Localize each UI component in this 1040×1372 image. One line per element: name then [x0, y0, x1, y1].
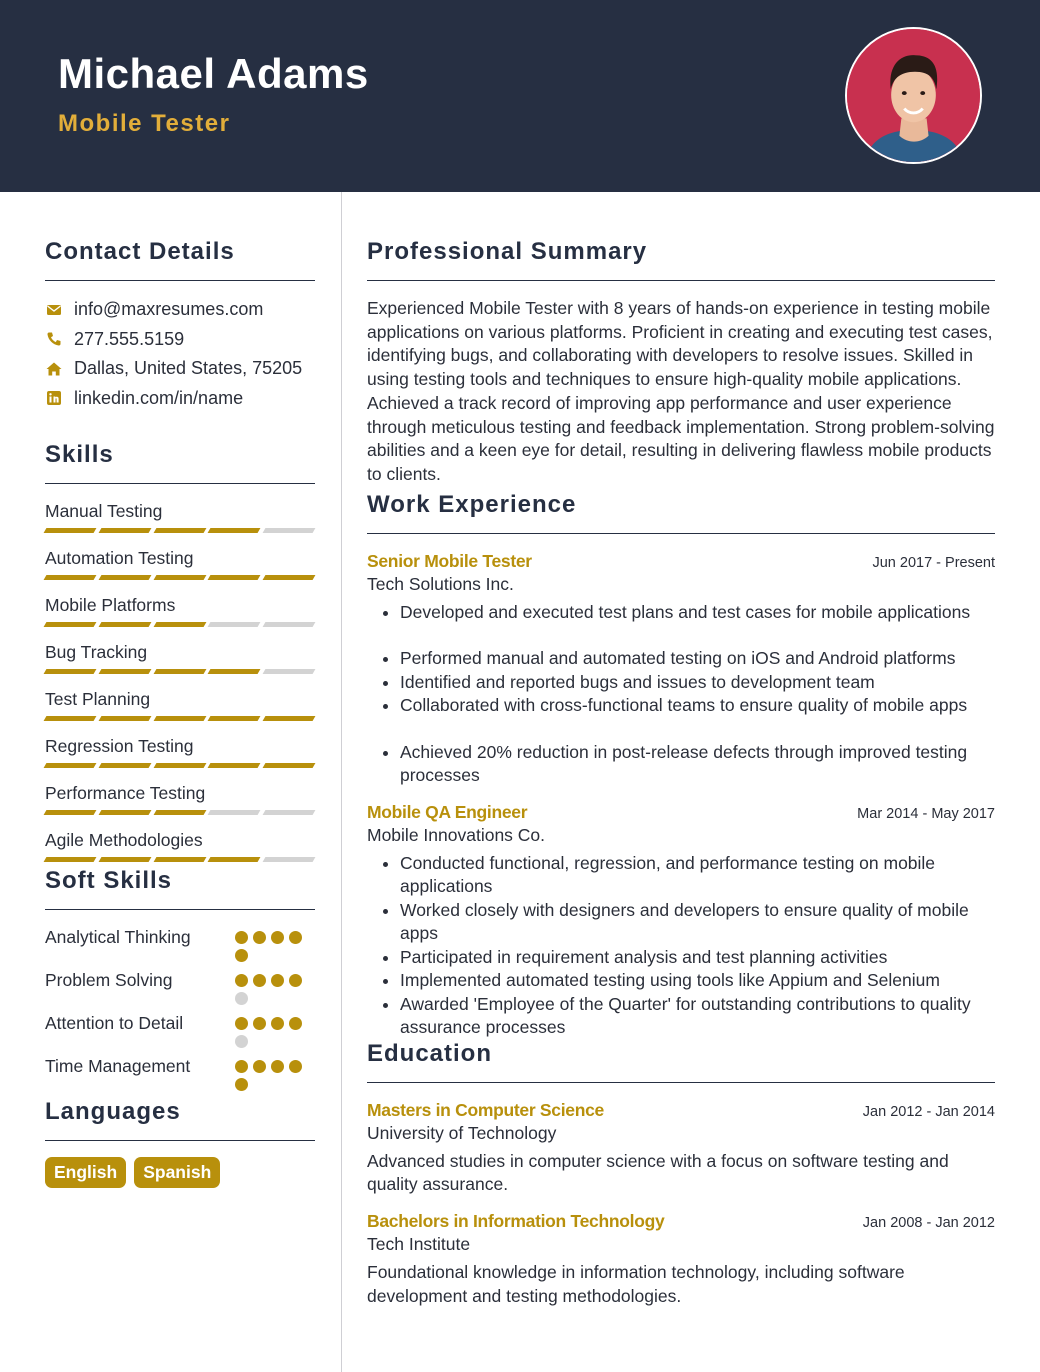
job-header [367, 551, 995, 572]
skill-level-bar [45, 763, 315, 768]
skill-level-segment [208, 810, 261, 815]
soft-skill-item [45, 969, 315, 1005]
skill-level-bar [45, 528, 315, 533]
skill-level-segment [153, 528, 206, 533]
skill-level-segment [98, 810, 151, 815]
job-bullet: • Worked closely with designers and developers to ensure quality of mobile apps [400, 899, 995, 946]
contact-item [45, 384, 315, 414]
summary-text: Experienced Mobile Tester with 8 years of hands-on experience in testing mobile applications on various platforms. Proficient in creating and executing test cases, identifying bugs, and collaborating with developers to resolve issues. Skilled in using testing tools and techniques to ensure high-quality mobile applications. Achieved a track record of improving app performance and user experience through meticulous testing and feedback implementation. Strong problem-solving abilities and a keen eye for detail, resulting in delivering flawless mobile products to clients. [367, 298, 995, 484]
job-company: Tech Solutions Inc. [367, 573, 514, 594]
home-icon [45, 360, 63, 378]
summary-section [367, 238, 995, 487]
column-divider [341, 192, 342, 1372]
skill-item [45, 734, 315, 768]
profile-photo [845, 27, 982, 164]
skill-level-segment [153, 622, 206, 627]
skill-level-segment [263, 575, 316, 580]
skills-list [45, 499, 315, 862]
job-bullet: • Conducted functional, regression, and performance testing on mobile applications [400, 852, 995, 899]
skill-level-segment [153, 575, 206, 580]
job-bullets [367, 852, 995, 1040]
contact-text: linkedin.com/in/name [74, 387, 244, 408]
skills-section [45, 441, 315, 862]
skill-item [45, 546, 315, 580]
job-bullet: • Performed manual and automated testing on iOS and Android platforms [400, 647, 995, 671]
envelope-icon [45, 301, 63, 319]
candidate-role: Mobile Tester [58, 110, 231, 137]
summary-title: Professional Summary [367, 238, 648, 265]
rating-dot [235, 1060, 248, 1073]
skill-level-bar [45, 810, 315, 815]
skill-level-segment [44, 669, 97, 674]
contact-item [45, 295, 315, 325]
skill-name: Automation Testing [45, 548, 194, 568]
soft-skill-name: Time Management [45, 1056, 191, 1076]
jobs-list [367, 551, 995, 1040]
skill-level-segment [98, 669, 151, 674]
skill-level-segment [44, 763, 97, 768]
rating-dot [289, 1060, 302, 1073]
rating-dot [235, 1017, 248, 1030]
skill-level-bar [45, 622, 315, 627]
skill-level-segment [153, 716, 206, 721]
languages-list [45, 1157, 315, 1188]
skill-name: Test Planning [45, 689, 151, 709]
skill-item [45, 781, 315, 815]
skill-level-bar [45, 716, 315, 721]
contact-item [45, 325, 315, 355]
job-bullet: • Identified and reported bugs and issues to development team [400, 671, 995, 695]
section-rule [367, 1082, 995, 1083]
skill-name: Manual Testing [45, 501, 163, 521]
rating-dot [271, 974, 284, 987]
degree-title: Bachelors in Information Technology [367, 1211, 665, 1232]
skill-level-segment [98, 857, 151, 862]
job-title: Senior Mobile Tester [367, 550, 532, 571]
job-date: Mar 2014 - May 2017 [857, 805, 995, 822]
rating-dot [253, 974, 266, 987]
rating-dot [253, 1017, 266, 1030]
contact-item [45, 354, 315, 384]
education-description: Advanced studies in computer science with a focus on software testing and quality assurance. [367, 1150, 949, 1195]
skill-level-bar [45, 857, 315, 862]
job-bullet: • Participated in requirement analysis and test planning activities [400, 946, 995, 970]
soft-skill-rating [235, 1055, 315, 1091]
linkedin-icon [45, 389, 63, 407]
skill-level-segment [208, 528, 261, 533]
skill-item [45, 593, 315, 627]
skills-title: Skills [45, 441, 114, 468]
person-portrait-icon [847, 29, 980, 162]
contact-text: 277.555.5159 [74, 328, 185, 349]
skill-level-segment [263, 716, 316, 721]
rating-dot [235, 949, 248, 962]
skill-level-bar [45, 669, 315, 674]
resume-header [0, 0, 1040, 192]
job-company: Mobile Innovations Co. [367, 824, 546, 845]
education-header [367, 1211, 995, 1232]
contact-title: Contact Details [45, 238, 235, 265]
rating-dot [235, 931, 248, 944]
job-bullet: • Achieved 20% reduction in post-release defects through improved testing processes [400, 741, 995, 788]
languages-section [45, 1098, 315, 1188]
rating-dot [271, 931, 284, 944]
job-bullet: • Developed and executed test plans and test cases for mobile applications [400, 601, 995, 625]
skill-level-segment [44, 857, 97, 862]
soft-skill-item [45, 1012, 315, 1048]
languages-title: Languages [45, 1098, 181, 1125]
skill-level-bar [45, 575, 315, 580]
skill-level-segment [263, 528, 316, 533]
skill-name: Regression Testing [45, 736, 194, 756]
skill-level-segment [98, 528, 151, 533]
job-date: Jun 2017 - Present [872, 554, 995, 571]
skill-level-segment [44, 622, 97, 627]
rating-dot [289, 974, 302, 987]
skill-item [45, 828, 315, 862]
rating-dot [235, 974, 248, 987]
section-rule [45, 909, 315, 910]
education-list [367, 1100, 995, 1309]
skill-name: Bug Tracking [45, 642, 148, 662]
education-entry [367, 1100, 995, 1197]
soft-skill-name: Problem Solving [45, 970, 173, 990]
soft-skill-rating [235, 969, 315, 1005]
rating-dot [271, 1060, 284, 1073]
soft-skill-rating [235, 926, 315, 962]
rating-dot [235, 1078, 248, 1091]
soft-skill-item [45, 926, 315, 962]
education-section [367, 1040, 995, 1309]
rating-dot [235, 992, 248, 1005]
soft-skill-name: Attention to Detail [45, 1013, 184, 1033]
rating-dot [253, 1060, 266, 1073]
skill-level-segment [153, 763, 206, 768]
soft-skill-name: Analytical Thinking [45, 927, 191, 947]
education-entry [367, 1211, 995, 1308]
soft-skills-title: Soft Skills [45, 867, 173, 894]
rating-dot [289, 1017, 302, 1030]
skill-level-segment [208, 716, 261, 721]
section-rule [45, 280, 315, 281]
skill-level-segment [98, 575, 151, 580]
section-rule [45, 483, 315, 484]
skill-level-segment [153, 810, 206, 815]
soft-skills-list [45, 926, 315, 1091]
skill-item [45, 687, 315, 721]
skill-level-segment [44, 716, 97, 721]
skill-level-segment [208, 763, 261, 768]
job-bullet: • Collaborated with cross-functional teams to ensure quality of mobile apps [400, 694, 995, 718]
contact-text: info@maxresumes.com [74, 299, 264, 320]
education-header [367, 1100, 995, 1121]
skill-level-segment [208, 857, 261, 862]
skill-name: Agile Methodologies [45, 830, 203, 850]
soft-skills-section [45, 867, 315, 1091]
skill-level-segment [263, 857, 316, 862]
section-rule [367, 533, 995, 534]
skill-level-segment [98, 716, 151, 721]
soft-skill-rating [235, 1012, 315, 1048]
contact-text: Dallas, United States, 75205 [74, 358, 303, 379]
contact-list [45, 295, 315, 413]
rating-dot [235, 1035, 248, 1048]
rating-dot [253, 931, 266, 944]
skill-level-segment [263, 669, 316, 674]
education-title: Education [367, 1039, 493, 1067]
contact-section [45, 238, 315, 413]
section-rule [45, 1140, 315, 1141]
degree-title: Masters in Computer Science [367, 1099, 604, 1120]
job-title: Mobile QA Engineer [367, 801, 528, 822]
candidate-name: Michael Adams [58, 50, 369, 97]
phone-icon [45, 330, 63, 348]
skill-level-segment [263, 622, 316, 627]
skill-level-segment [263, 763, 316, 768]
experience-title: Work Experience [367, 490, 577, 518]
skill-level-segment [208, 669, 261, 674]
skill-item [45, 499, 315, 533]
education-date: Jan 2012 - Jan 2014 [862, 1103, 995, 1120]
language-badge: Spanish [134, 1157, 220, 1188]
skill-level-segment [153, 857, 206, 862]
skill-name: Mobile Platforms [45, 595, 176, 615]
skill-level-segment [153, 669, 206, 674]
skill-level-segment [44, 528, 97, 533]
job-entry [367, 802, 995, 1040]
section-rule [367, 280, 995, 281]
soft-skill-item [45, 1055, 315, 1091]
rating-dot [289, 931, 302, 944]
job-bullet: • Awarded 'Employee of the Quarter' for outstanding contributions to quality assurance processes [400, 993, 995, 1040]
education-date: Jan 2008 - Jan 2012 [862, 1215, 995, 1232]
language-badge: English [45, 1157, 126, 1188]
skill-level-segment [208, 622, 261, 627]
skill-level-segment [44, 575, 97, 580]
rating-dot [271, 1017, 284, 1030]
job-header [367, 802, 995, 823]
education-description: Foundational knowledge in information technology, including software development and testing methodologies. [367, 1262, 905, 1306]
skill-level-segment [98, 622, 151, 627]
school-name: Tech Institute [367, 1234, 471, 1255]
job-bullet: • Implemented automated testing using tools like Appium and Selenium [400, 969, 995, 993]
skill-level-segment [208, 575, 261, 580]
left-column [45, 192, 315, 1188]
skill-level-segment [263, 810, 316, 815]
right-column [367, 192, 995, 1322]
school-name: University of Technology [367, 1122, 557, 1143]
skill-name: Performance Testing [45, 783, 206, 803]
skill-level-segment [98, 763, 151, 768]
skill-item [45, 640, 315, 674]
job-entry [367, 551, 995, 788]
skill-level-segment [44, 810, 97, 815]
job-bullets [367, 601, 995, 788]
experience-section [367, 491, 995, 1040]
